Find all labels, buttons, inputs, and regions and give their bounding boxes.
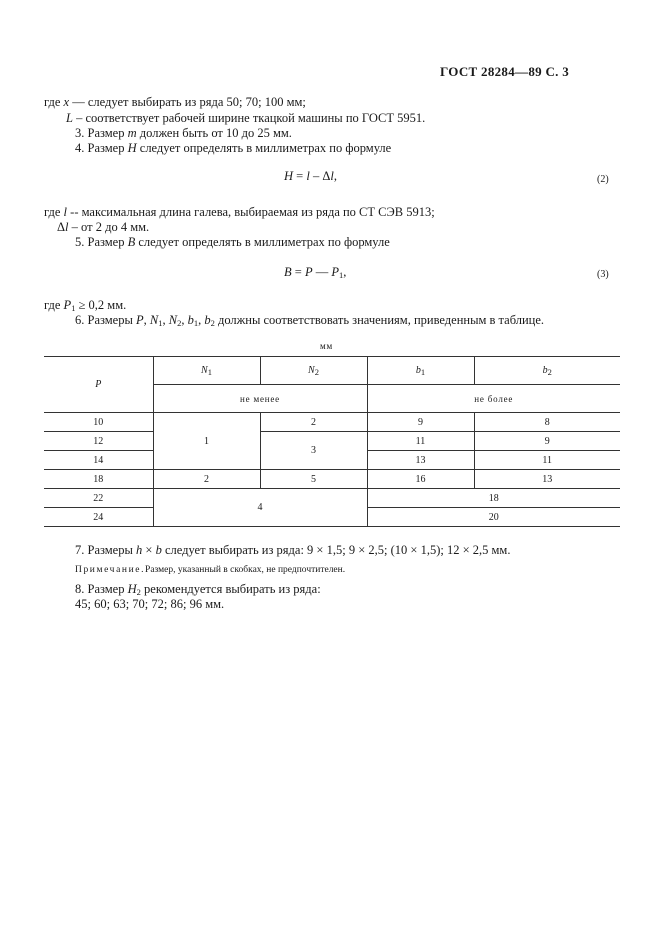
cell-P: 24 <box>44 508 153 527</box>
text-line-1 <box>44 95 306 110</box>
text-line-11 <box>75 582 321 597</box>
cell-N2: 2 <box>260 413 367 432</box>
cell-P: 14 <box>44 451 153 470</box>
cell-b2: 13 <box>474 470 620 489</box>
var-N: N <box>168 313 178 327</box>
subscript: 2 <box>210 318 215 328</box>
var-b: b <box>187 313 194 327</box>
var-b: b <box>204 313 211 327</box>
cell-P: 12 <box>44 432 153 451</box>
text-line-5 <box>44 205 435 220</box>
var-P: P <box>95 379 102 390</box>
cell-b-merged: 18 <box>367 489 620 508</box>
text: , <box>181 313 188 327</box>
header-N1 <box>153 357 260 385</box>
var-b: b <box>415 365 421 376</box>
text: 7. Размеры <box>75 543 136 557</box>
text: – от 2 до 4 мм. <box>68 220 150 234</box>
text: должны соответствовать значениям, приведенным в таблице. <box>214 313 545 327</box>
var-H: H <box>127 141 137 155</box>
header-min: не менее <box>153 385 367 413</box>
text-line-6 <box>57 220 149 235</box>
cell-b1: 11 <box>367 432 474 451</box>
formula-number-3: (3) <box>597 269 609 280</box>
cell-b1: 13 <box>367 451 474 470</box>
text: , <box>343 265 347 279</box>
text: должен быть от 10 до 25 мм. <box>136 126 292 140</box>
cell-b2: 8 <box>474 413 620 432</box>
header-b2 <box>474 357 620 385</box>
var-B: B <box>127 235 136 249</box>
text-line-7 <box>75 235 390 250</box>
text: рекомендуется выбирать из ряда: <box>140 582 321 596</box>
var-P: P <box>304 265 313 279</box>
var-N: N <box>201 365 208 376</box>
dimensions-table <box>44 356 620 527</box>
text: где <box>44 205 64 219</box>
text: — <box>312 265 332 279</box>
cell-P: 22 <box>44 489 153 508</box>
var-l: l <box>65 220 69 234</box>
cell-N2: 5 <box>260 470 367 489</box>
cell-N1: 1 <box>153 413 260 470</box>
text: следует определять в миллиметрах по формуле <box>135 235 390 249</box>
var-x: x <box>63 95 70 109</box>
header-N2 <box>260 357 367 385</box>
formula-2 <box>284 169 337 184</box>
subscript: 1 <box>193 318 199 328</box>
cell-N-merged: 4 <box>153 489 367 527</box>
var-H: H <box>127 582 137 596</box>
subscript: 1 <box>420 367 426 377</box>
text: 8. Размер <box>75 582 128 596</box>
formula-number-2: (2) <box>597 174 609 185</box>
cell-b2: 11 <box>474 451 620 470</box>
text: = <box>293 169 307 183</box>
text: где <box>44 298 64 312</box>
text: следует выбирать из ряда: 9 × 1,5; 9 × 2,5; (10 × 1,5); 12 × 2,5 мм. <box>161 543 511 557</box>
note-text: Размер, указанный в скобках, не предпочтителен. <box>145 565 346 575</box>
var-N: N <box>149 313 159 327</box>
text: = <box>291 265 305 279</box>
cell-P: 18 <box>44 470 153 489</box>
cell-N2: 3 <box>260 432 367 470</box>
text: , <box>198 313 205 327</box>
var-P: P <box>331 265 339 279</box>
var-L: L <box>66 111 73 125</box>
var-m: m <box>127 126 137 140</box>
text: 4. Размер <box>75 141 128 155</box>
text-line-3 <box>75 126 292 141</box>
text: , <box>143 313 150 327</box>
cell-b2: 9 <box>474 432 620 451</box>
subscript: 2 <box>177 318 182 328</box>
text: 3. Размер <box>75 126 128 140</box>
text: – соответствует рабочей ширине ткацкой машины по ГОСТ 5951. <box>72 111 426 125</box>
subscript: 1 <box>158 318 163 328</box>
text: × <box>142 543 156 557</box>
var-l: l <box>306 169 310 183</box>
cell-b1: 16 <box>367 470 474 489</box>
var-N: N <box>308 365 315 376</box>
var-P: P <box>136 313 144 327</box>
page-header: ГОСТ 28284—89 С. 3 <box>440 64 570 79</box>
cell-b-merged: 20 <box>367 508 620 527</box>
header-b1 <box>367 357 474 385</box>
var-l: l <box>330 169 334 183</box>
text: , <box>162 313 169 327</box>
subscript: 1 <box>338 270 344 280</box>
text: -- максимальная длина галева, выбираемая из ряда по СТ СЭВ 5913; <box>67 205 435 219</box>
text: — следует выбирать из ряда 50; 70; 100 мм; <box>69 95 306 109</box>
var-P: P <box>63 298 72 312</box>
text: 5. Размер <box>75 235 128 249</box>
var-B: B <box>284 265 292 279</box>
cell-b1: 9 <box>367 413 474 432</box>
text-line-10 <box>75 543 510 558</box>
subscript: 2 <box>136 587 141 597</box>
text: 6. Размеры <box>75 313 136 327</box>
var-b: b <box>542 365 548 376</box>
text: ≥ 0,2 мм. <box>75 298 127 312</box>
text: – Δ <box>309 169 331 183</box>
var-h: h <box>136 543 143 557</box>
text: где <box>44 95 61 109</box>
text-line-12: 45; 60; 63; 70; 72; 86; 96 мм. <box>75 597 225 611</box>
formula-3 <box>284 265 346 280</box>
text: Δ <box>57 220 66 234</box>
text-line-9 <box>75 313 544 328</box>
text-line-2 <box>66 111 425 126</box>
table-unit: мм <box>320 341 333 351</box>
var-H: H <box>284 169 294 183</box>
text: , <box>333 169 337 183</box>
cell-P: 10 <box>44 413 153 432</box>
subscript: 2 <box>314 367 319 377</box>
header-max: не более <box>367 385 620 413</box>
note-label: Примечание. <box>75 565 146 575</box>
text-line-8 <box>44 298 126 313</box>
cell-N1: 2 <box>153 470 260 489</box>
text: следует определять в миллиметрах по формуле <box>136 141 392 155</box>
subscript: 2 <box>547 367 552 377</box>
var-b: b <box>155 543 162 557</box>
subscript: 1 <box>207 367 212 377</box>
note <box>75 565 345 575</box>
var-l: l <box>63 205 68 219</box>
text-line-4 <box>75 141 391 156</box>
subscript: 1 <box>71 303 76 313</box>
header-P <box>44 357 153 413</box>
